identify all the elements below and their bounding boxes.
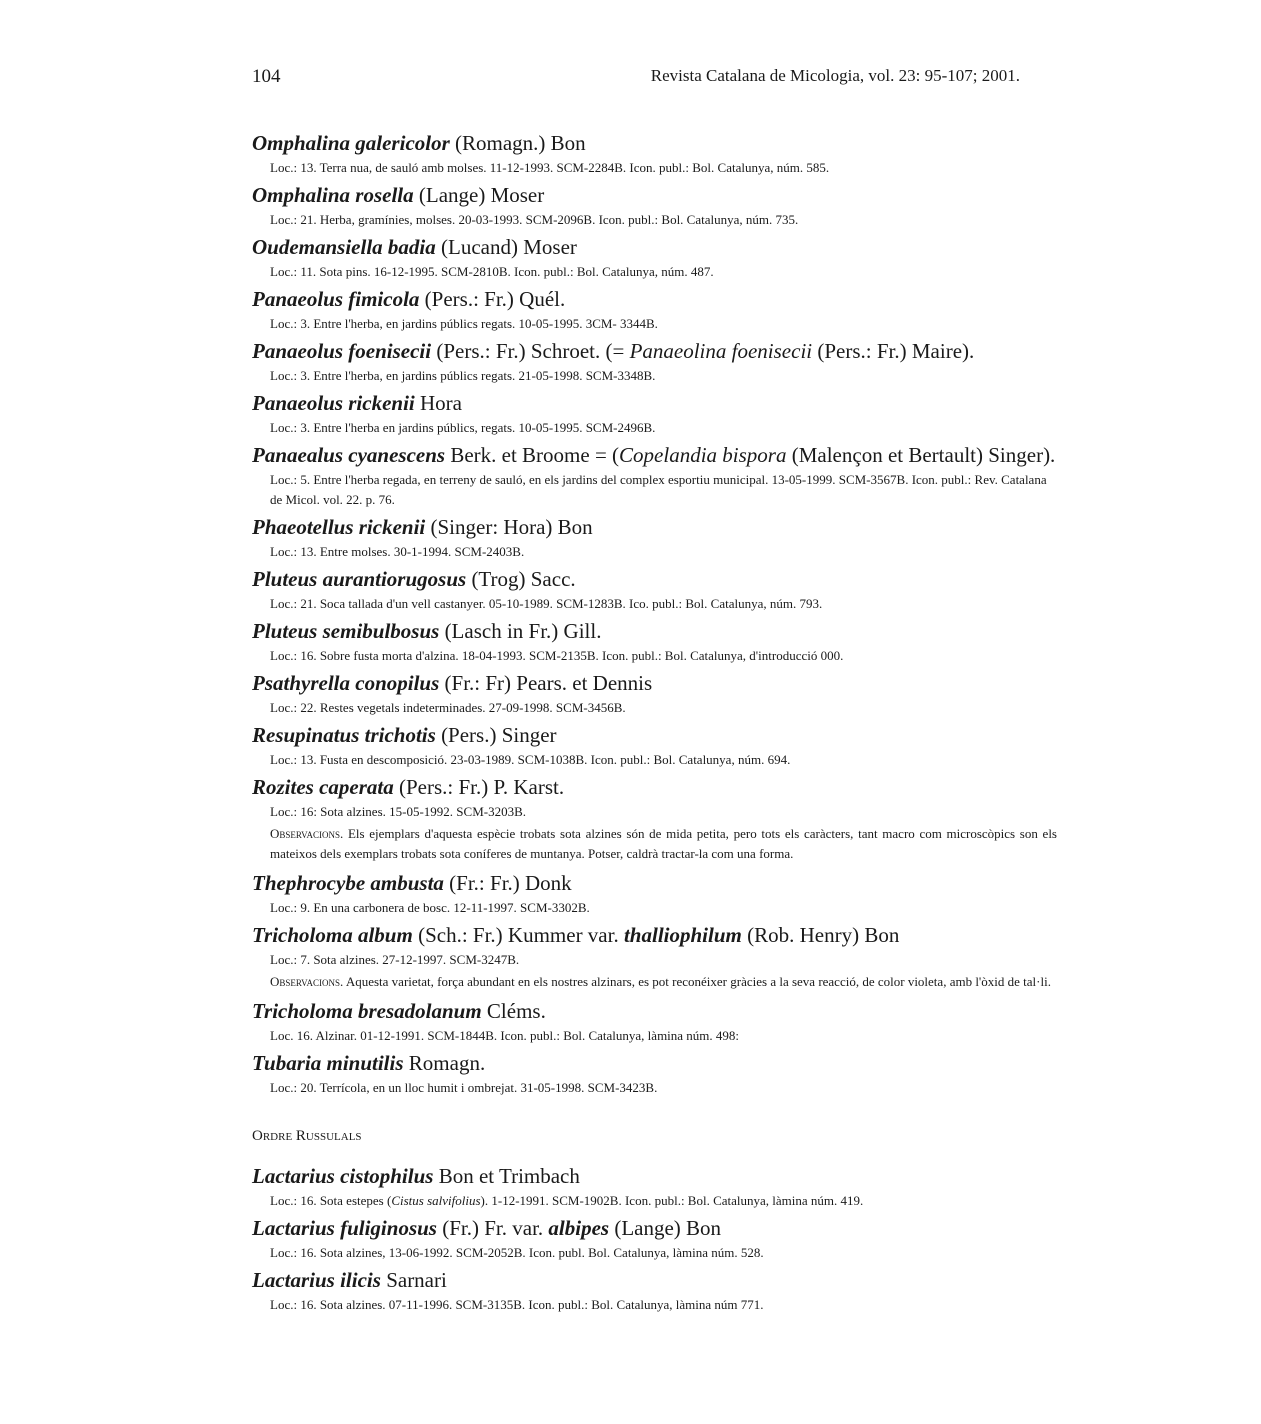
text-segment: Loc.: 13. Terra nua, de sauló amb molses. 11-12-1993. SCM-2284B. Icon. publ.: Bol. Catalunya, núm. 585. <box>270 160 830 175</box>
species-name: Thephrocybe ambusta <box>252 871 444 895</box>
species-entry <box>252 514 1057 562</box>
text-segment: (Lange) Moser <box>413 183 545 207</box>
species-name: Lactarius cistophilus <box>252 1164 434 1188</box>
locality-record <box>270 1243 1057 1263</box>
text-segment: (Trog) Sacc. <box>466 567 576 591</box>
text-segment: (Singer: Hora) Bon <box>425 515 593 539</box>
species-name: Tricholoma bresadolanum <box>252 999 482 1023</box>
locality-record <box>270 950 1057 970</box>
species-name: Omphalina galericolor <box>252 131 450 155</box>
locality-record <box>270 698 1057 718</box>
species-name: Rozites caperata <box>252 775 394 799</box>
locality-record <box>270 158 1057 178</box>
species-entry <box>252 1267 1057 1315</box>
species-name: Pluteus aurantiorugosus <box>252 567 467 591</box>
locality-record <box>270 1078 1057 1098</box>
species-title <box>252 922 1057 948</box>
text-segment: Loc.: 13. Fusta en descomposició. 23-03-1989. SCM-1038B. Icon. publ.: Bol. Catalunya, núm. 694. <box>270 752 791 767</box>
page-header <box>252 66 1020 90</box>
species-title <box>252 390 1057 416</box>
text-segment: (Pers.: Fr.) P. Karst. <box>393 775 565 799</box>
text-segment: (Pers.: Fr.) Maire). <box>812 339 975 363</box>
text-segment: Cléms. <box>481 999 546 1023</box>
locality-record <box>270 646 1057 666</box>
text-segment: Loc.: 20. Terrícola, en un lloc humit i ombrejat. 31-05-1998. SCM-3423B. <box>270 1080 658 1095</box>
species-list <box>252 130 1057 1319</box>
species-name: Tricholoma album <box>252 923 413 947</box>
species-entry <box>252 618 1057 666</box>
text-segment: Loc.: 21. Soca tallada d'un vell castanyer. 05-10-1989. SCM-1283B. Ico. publ.: Bol. Catalunya, núm. 793. <box>270 596 823 611</box>
locality-record <box>270 1295 1057 1315</box>
species-name: Panaeolus foenisecii <box>252 339 432 363</box>
text-segment: Loc. 16. Alzinar. 01-12-1991. SCM-1844B. Icon. publ.: Bol. Catalunya, làmina núm. 498: <box>270 1028 740 1043</box>
observations <box>270 824 1057 864</box>
locality-record <box>270 470 1057 510</box>
text-segment: Loc.: 13. Entre molses. 30-1-1994. SCM-2403B. <box>270 544 525 559</box>
species-entry <box>252 566 1057 614</box>
text-segment: Loc.: 3. Entre l'herba en jardins públics, regats. 10-05-1995. SCM-2496B. <box>270 420 656 435</box>
locality-record <box>270 898 1057 918</box>
text-segment: Loc.: 16. Sota alzines, 13-06-1992. SCM-2052B. Icon. publ. Bol. Catalunya, làmina núm. 528. <box>270 1245 764 1260</box>
species-title <box>252 182 1057 208</box>
text-segment: (Fr.: Fr.) Donk <box>443 871 572 895</box>
species-entry <box>252 234 1057 282</box>
italic-name: Copelandia bispora <box>619 443 787 467</box>
species-name: Pluteus semibulbosus <box>252 619 440 643</box>
species-name: Oudemansiella badia <box>252 235 436 259</box>
species-name: Lactarius ilicis <box>252 1268 381 1292</box>
species-title <box>252 1267 1057 1293</box>
locality-record <box>270 1191 1057 1211</box>
text-segment: Loc.: 9. En una carbonera de bosc. 12-11-1997. SCM-3302B. <box>270 900 590 915</box>
text-segment: (Pers.: Fr.) Schroet. (= <box>431 339 630 363</box>
species-title <box>252 338 1057 364</box>
text-segment: (Pers.: Fr.) Quél. <box>419 287 566 311</box>
species-name: Tubaria minutilis <box>252 1051 404 1075</box>
species-entry <box>252 338 1057 386</box>
text-segment: (Pers.) Singer <box>435 723 557 747</box>
species-title <box>252 774 1057 800</box>
species-entry <box>252 1050 1057 1098</box>
locality-record <box>270 802 1057 822</box>
species-title <box>252 618 1057 644</box>
text-segment: Loc.: 22. Restes vegetals indeterminades. 27-09-1998. SCM-3456B. <box>270 700 626 715</box>
species-name: Panaealus cyanescens <box>252 443 446 467</box>
locality-record <box>270 594 1057 614</box>
text-segment: Loc.: 5. Entre l'herba regada, en terreny de sauló, en els jardins del complex esportiu municipal. 13-05-1999. SCM-3567B. Icon. publ.: Rev. Catalana de Micol. vol. 22. p. 76. <box>270 472 1047 507</box>
locality-record <box>270 418 1057 438</box>
species-entry <box>252 922 1057 992</box>
observations-label: Observacions. <box>270 826 344 841</box>
text-segment: Loc.: 16: Sota alzines. 15-05-1992. SCM-3203B. <box>270 804 527 819</box>
species-entry <box>252 774 1057 864</box>
text-segment: (Fr.) Fr. var. <box>436 1216 549 1240</box>
text-segment: Bon et Trimbach <box>433 1164 580 1188</box>
species-title <box>252 998 1057 1024</box>
italic-name: Cistus salvifolius <box>391 1193 481 1208</box>
observations-text: Aquesta varietat, força abundant en els nostres alzinars, es pot reconéixer gràcies a la seva reacció, de color violeta, amb l'òxid de tal·li. <box>345 974 1051 989</box>
text-segment: (Lasch in Fr.) Gill. <box>439 619 602 643</box>
text-segment: Loc.: 16. Sota estepes ( <box>270 1193 392 1208</box>
species-entry <box>252 1163 1057 1211</box>
species-entry <box>252 390 1057 438</box>
observations <box>270 972 1057 992</box>
species-title <box>252 286 1057 312</box>
species-title <box>252 870 1057 896</box>
species-title <box>252 442 1057 468</box>
text-segment: ). 1-12-1991. SCM-1902B. Icon. publ.: Bol. Catalunya, làmina núm. 419. <box>480 1193 864 1208</box>
text-segment: (Romagn.) Bon <box>449 131 586 155</box>
species-entry <box>252 286 1057 334</box>
text-segment: (Rob. Henry) Bon <box>741 923 900 947</box>
species-name: Panaeolus rickenii <box>252 391 415 415</box>
locality-record <box>270 1026 1057 1046</box>
species-name: thalliophilum <box>623 923 742 947</box>
text-segment: Romagn. <box>403 1051 486 1075</box>
locality-record <box>270 262 1057 282</box>
species-entry <box>252 1215 1057 1263</box>
species-list-russulales <box>252 1163 1057 1315</box>
observations-text: Els ejemplars d'aquesta espècie trobats sota alzines són de mida petita, pero tots els caràcters, tant macro com microscòpics son els mateixos dels exemplars trobats sota coníferes de muntanya. Potser, caldrà tractar-la com una forma. <box>270 826 1057 861</box>
species-title <box>252 514 1057 540</box>
text-segment: Loc.: 11. Sota pins. 16-12-1995. SCM-2810B. Icon. publ.: Bol. Catalunya, núm. 487. <box>270 264 714 279</box>
species-name: Psathyrella conopilus <box>252 671 440 695</box>
observations-label: Observacions. <box>270 974 344 989</box>
running-title: Revista Catalana de Micologia, vol. 23: 95-107; 2001. <box>650 66 1020 85</box>
species-title <box>252 1050 1057 1076</box>
locality-record <box>270 366 1057 386</box>
species-name: Lactarius fuliginosus <box>252 1216 437 1240</box>
text-segment: Loc.: 21. Herba, gramínies, molses. 20-03-1993. SCM-2096B. Icon. publ.: Bol. Catalunya, núm. 735. <box>270 212 799 227</box>
locality-record <box>270 542 1057 562</box>
species-title <box>252 722 1057 748</box>
species-name: albipes <box>548 1216 610 1240</box>
text-segment: Sarnari <box>380 1268 447 1292</box>
species-entry <box>252 670 1057 718</box>
species-entry <box>252 442 1057 510</box>
species-list-agaricales <box>252 130 1057 1098</box>
species-entry <box>252 870 1057 918</box>
text-segment: (Fr.: Fr) Pears. et Dennis <box>439 671 653 695</box>
italic-name: Panaeolina foenisecii <box>629 339 813 363</box>
section-heading: Ordre Russulals <box>252 1128 362 1144</box>
text-segment: Loc.: 16. Sota alzines. 07-11-1996. SCM-3135B. Icon. publ.: Bol. Catalunya, làmina núm 771. <box>270 1297 764 1312</box>
text-segment: (Sch.: Fr.) Kummer var. <box>412 923 624 947</box>
species-entry <box>252 722 1057 770</box>
text-segment: (Lange) Bon <box>609 1216 722 1240</box>
locality-record <box>270 314 1057 334</box>
species-title <box>252 1215 1057 1241</box>
species-entry <box>252 130 1057 178</box>
text-segment: (Lucand) Moser <box>435 235 577 259</box>
species-title <box>252 234 1057 260</box>
text-segment: Berk. et Broome = ( <box>445 443 620 467</box>
species-name: Phaeotellus rickenii <box>252 515 426 539</box>
text-segment: Hora <box>414 391 462 415</box>
species-title <box>252 130 1057 156</box>
text-segment: Loc.: 7. Sota alzines. 27-12-1997. SCM-3247B. <box>270 952 520 967</box>
species-name: Resupinatus trichotis <box>252 723 436 747</box>
text-segment: Loc.: 3. Entre l'herba, en jardins públics regats. 21-05-1998. SCM-3348B. <box>270 368 656 383</box>
species-name: Panaeolus fimicola <box>252 287 420 311</box>
species-name: Omphalina rosella <box>252 183 414 207</box>
species-title <box>252 1163 1057 1189</box>
locality-record <box>270 750 1057 770</box>
species-title <box>252 670 1057 696</box>
species-entry <box>252 182 1057 230</box>
page-number: 104 <box>252 66 281 87</box>
species-title <box>252 566 1057 592</box>
text-segment: (Malençon et Bertault) Singer). <box>786 443 1056 467</box>
locality-record <box>270 210 1057 230</box>
text-segment: Loc.: 16. Sobre fusta morta d'alzina. 18-04-1993. SCM-2135B. Icon. publ.: Bol. Catalunya, d'introducció 000. <box>270 648 844 663</box>
text-segment: Loc.: 3. Entre l'herba, en jardins públics regats. 10-05-1995. 3CM- 3344B. <box>270 316 658 331</box>
species-entry <box>252 998 1057 1046</box>
